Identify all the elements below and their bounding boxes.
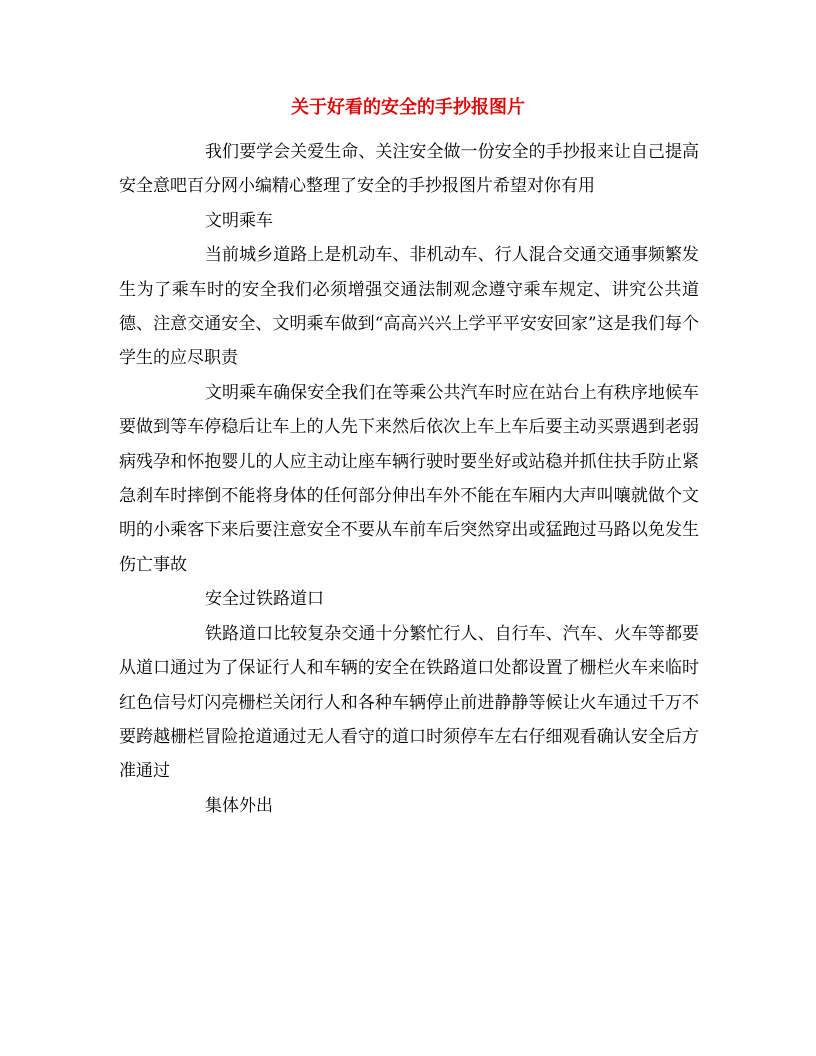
section-heading-group-outing: 集体外出 (205, 795, 273, 816)
intro-paragraph: 我们要学会关爱生命、关注安全做一份安全的手抄报来让自己提高安全意吧百分网小编精心整理了安全的手抄报图片希望对你有用 (119, 142, 699, 197)
document-body (119, 135, 699, 823)
document-title: 关于好看的安全的手抄报图片 (291, 97, 525, 118)
civil-riding-paragraph-1: 当前城乡道路上是机动车、非机动车、行人混合交通交通事频繁发生为了乘车时的安全我们必须增强交通法制观念遵守乘车规定、讲究公共道德、注意交通安全、文明乘车做到“高高兴兴上学平平安安回家”这是我们每个学生的应尽职责 (119, 245, 699, 369)
section-heading-civil-riding: 文明乘车 (205, 210, 273, 231)
railway-crossing-paragraph: 铁路道口比较复杂交通十分繁忙行人、自行车、汽车、火车等都要从道口通过为了保证行人和车辆的安全在铁路道口处都设置了栅栏火车来临时红色信号灯闪亮栅栏关闭行人和各种车辆停止前进静静等候让火车通过千万不要跨越栅栏冒险抢道通过无人看守的道口时须停车左右仔细观看确认安全后方准通过 (119, 623, 699, 782)
section-heading-railway-crossing: 安全过铁路道口 (205, 589, 324, 610)
civil-riding-paragraph-2: 文明乘车确保安全我们在等乘公共汽车时应在站台上有秩序地候车要做到等车停稳后让车上的人先下来然后依次上车上车后要主动买票遇到老弱病残孕和怀抱婴儿的人应主动让座车辆行驶时要坐好或站稳并抓住扶手防止紧急刹车时摔倒不能将身体的任何部分伸出车外不能在车厢内大声叫嚷就做个文明的小乘客下来后要注意安全不要从车前车后突然穿出或猛跑过马路以免发生伤亡事故 (119, 382, 699, 575)
